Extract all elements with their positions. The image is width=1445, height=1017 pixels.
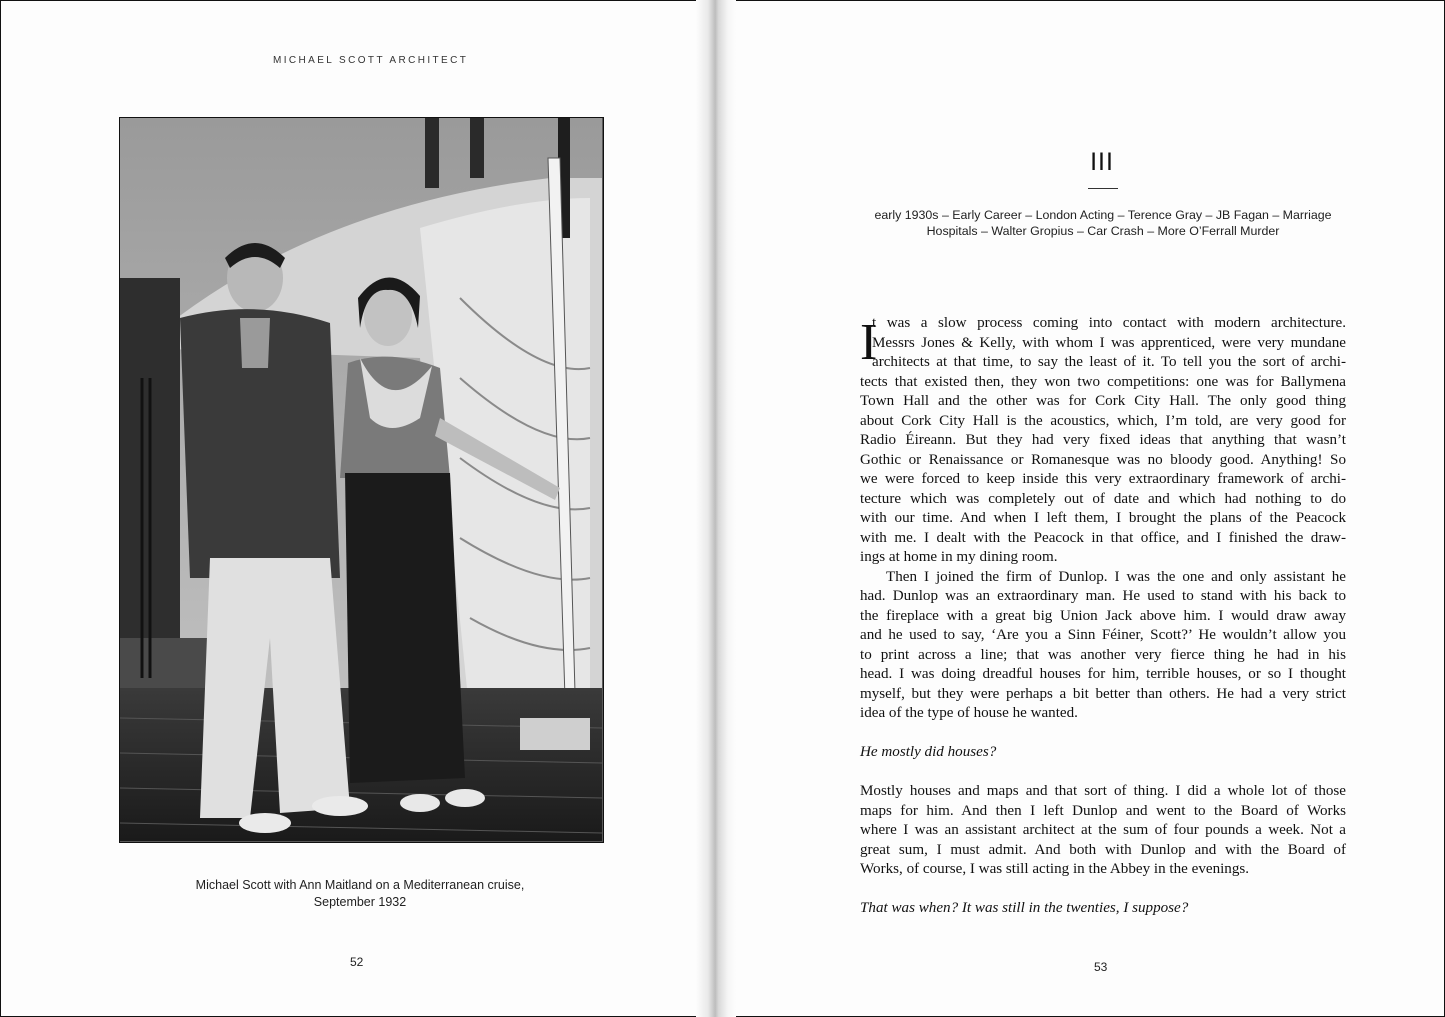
topics-line-1: early 1930s – Early Career – London Acting – Terence Gray – JB Fagan – Marriage — [874, 208, 1332, 222]
paragraph-gap — [860, 880, 1346, 900]
text-line: with me. I dealt with the Peacock in that office, and I finished the draw- — [860, 529, 1346, 546]
text-line: maps for him. And then I left Dunlop and went to the Board of Works — [860, 802, 1346, 819]
text-line: head. I was doing dreadful houses for him, terrible houses, or so I thought — [860, 666, 1346, 682]
text-line: Gothic or Renaissance or Romanesque was no bloody good. Anything! So — [860, 451, 1346, 468]
text-line: where I was an assistant architect at the sum of four pounds a week. Not a — [860, 822, 1346, 838]
interview-question: He mostly did houses? — [860, 744, 997, 760]
paragraph-gap — [860, 763, 1346, 783]
chapter-topics — [860, 207, 1346, 239]
topics-line-2: Hospitals – Walter Gropius – Car Crash – More O’Ferrall Murder — [926, 224, 1280, 238]
text-line: and he used to say, ‘Are you a Sinn Féiner, Scott?’ He wouldn’t allow you — [860, 627, 1346, 643]
body-text — [860, 314, 1346, 919]
left-page — [0, 0, 710, 1017]
text-line: great sum, I must admit. And both with Dunlop and with the Board of — [860, 841, 1346, 858]
text-line: architects at that time, to say the least of it. To tell you the sort of archi- — [872, 354, 1346, 370]
caption-line-2: September 1932 — [313, 895, 407, 909]
page-number-right: 53 — [1094, 960, 1108, 974]
text-line: about Cork City Hall is the acoustics, which, I’m told, are very good for — [860, 412, 1346, 429]
paragraph-3 — [860, 782, 1346, 880]
photo-illustration — [120, 118, 602, 841]
text-line: Messrs Jones & Kelly, with whom I was apprenticed, were very mundane — [872, 334, 1346, 351]
photo-caption — [160, 877, 560, 911]
paragraph-gap — [860, 724, 1346, 744]
text-line: Works, of course, I was still acting in the Abbey in the evenings. — [860, 861, 1250, 877]
text-line: idea of the type of house he wanted. — [860, 705, 1078, 721]
book-gutter — [696, 0, 736, 1017]
text-line: Mostly houses and maps and that sort of thing. I did a whole lot of those — [860, 783, 1346, 799]
text-line: with our time. And when I left them, I brought the plans of the Peacock — [860, 510, 1346, 526]
text-line: had. Dunlop was an extraordinary man. He used to stand with his back to — [860, 588, 1346, 604]
paragraph-1 — [860, 314, 1346, 568]
chapter-rule — [1088, 188, 1118, 189]
caption-line-1: Michael Scott with Ann Maitland on a Mediterranean cruise, — [195, 878, 525, 892]
chapter-number: III — [1090, 148, 1114, 176]
text-line: ings at home in my dining room. — [860, 549, 1058, 565]
drop-cap: I — [860, 314, 878, 371]
running-head: MICHAEL SCOTT ARCHITECT — [273, 55, 469, 66]
text-line: tects that existed then, they won two competitions: one was for Ballymena — [860, 373, 1346, 390]
interview-question: That was when? It was still in the twenties, I suppose? — [860, 900, 1189, 916]
text-line: we were forced to keep inside this very extraordinary framework of archi- — [860, 471, 1346, 487]
text-line: t was a slow process coming into contact with modern architecture. — [872, 315, 1346, 331]
text-line: the fireplace with a great big Union Jack above him. I would draw away — [860, 607, 1346, 624]
text-line: tecture which was completely out of date and which had nothing to do — [860, 490, 1346, 507]
photograph — [119, 117, 604, 843]
text-line: to print across a line; that was another very fierce thing he had in his — [860, 646, 1346, 663]
paragraph-2 — [860, 568, 1346, 724]
text-line: Then I joined the firm of Dunlop. I was the one and only assistant he — [886, 568, 1346, 585]
text-line: myself, but they were perhaps a bit better than others. He had a very strict — [860, 685, 1346, 702]
page-number-left: 52 — [350, 955, 364, 969]
text-line: Radio Éireann. But they had very fixed ideas that anything that wasn’t — [860, 432, 1346, 448]
text-line: Town Hall and the other was for Cork City Hall. The only good thing — [860, 393, 1346, 409]
